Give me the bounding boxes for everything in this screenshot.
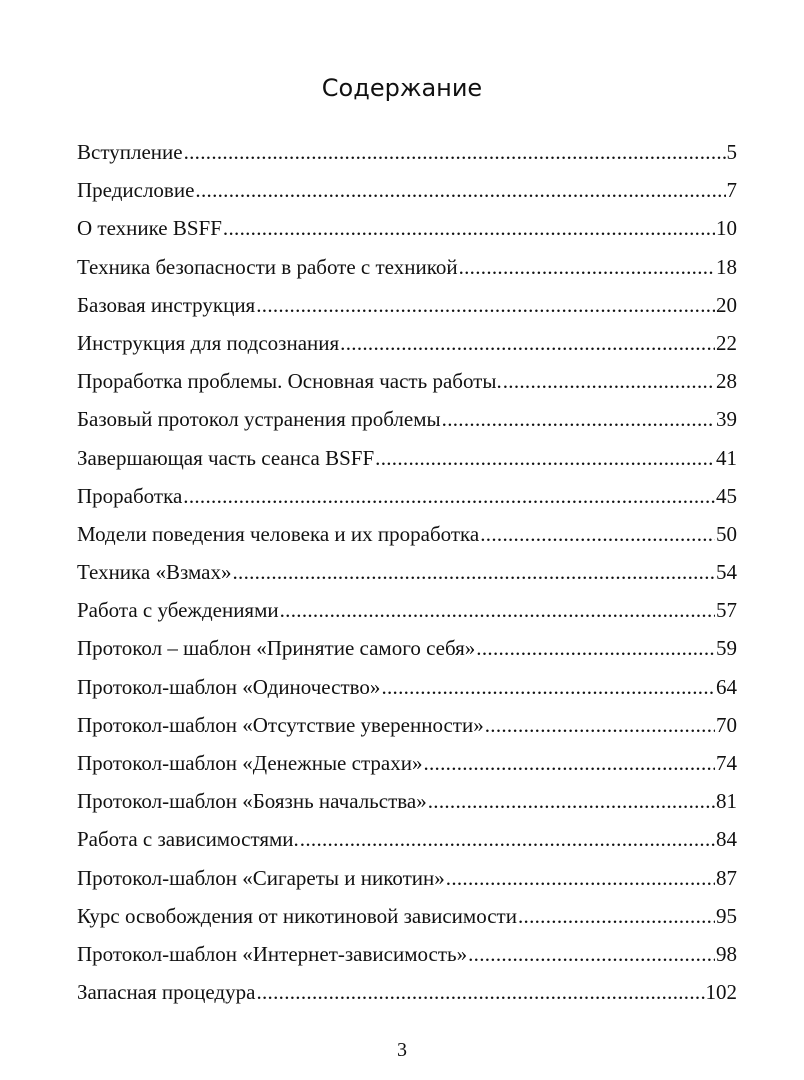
toc-entry-page: 64: [716, 674, 737, 699]
toc-entry-title: Предисловие: [77, 178, 195, 203]
toc-entry-title: Протокол – шаблон «Принятие самого себя»: [77, 636, 476, 661]
toc-entry-title: Курс освобождения от никотиновой зависимости: [77, 903, 517, 928]
toc-entry[interactable]: [77, 171, 737, 209]
toc-entry-page: 50: [716, 521, 737, 546]
toc-entry[interactable]: [77, 400, 737, 438]
dot-leader: [485, 706, 715, 744]
dot-leader: [503, 362, 715, 400]
toc-entry-page: 54: [716, 560, 737, 585]
toc-entry-title: Протокол-шаблон «Интернет-зависимость»: [77, 941, 468, 966]
dot-leader: [256, 286, 715, 324]
toc-entry-title: Модели поведения человека и их проработка: [77, 521, 480, 546]
dot-leader: [476, 629, 715, 667]
toc-entry-title: Техника безопасности в работе с техникой: [77, 254, 458, 279]
toc-entry[interactable]: [77, 515, 737, 553]
toc-entry-page: 70: [716, 712, 737, 737]
toc-entry-title: Протокол-шаблон «Отсутствие уверенности»: [77, 712, 484, 737]
toc-entry[interactable]: [77, 668, 737, 706]
dot-leader: [428, 782, 715, 820]
dot-leader: [340, 324, 715, 362]
toc-entry-title: Проработка проблемы. Основная часть работы.: [77, 369, 502, 394]
toc-entry-page: 74: [716, 751, 737, 775]
toc-entry-page: 41: [716, 445, 737, 470]
dot-leader: [468, 935, 715, 973]
toc-entry-page: 39: [716, 407, 737, 432]
toc-entry[interactable]: [77, 248, 737, 286]
toc-entry-page: 28: [716, 369, 737, 394]
dot-leader: [195, 171, 725, 209]
toc-entry-title: Завершающая часть сеанса BSFF: [77, 445, 375, 470]
toc-entry[interactable]: [77, 820, 737, 858]
toc-entry[interactable]: [77, 706, 737, 744]
table-of-contents: [77, 133, 737, 1011]
dot-leader: [446, 859, 715, 897]
dot-leader: [423, 744, 715, 782]
dot-leader: [459, 248, 715, 286]
toc-entry-page: 22: [716, 330, 737, 355]
toc-entry-page: 7: [726, 178, 737, 203]
dot-leader: [223, 209, 715, 247]
dot-leader: [184, 133, 726, 171]
toc-entry[interactable]: [77, 553, 737, 591]
dot-leader: [232, 553, 715, 591]
toc-entry[interactable]: [77, 286, 737, 324]
toc-entry-page: 95: [716, 903, 737, 928]
toc-entry[interactable]: [77, 859, 737, 897]
toc-entry-page: 84: [716, 827, 737, 852]
toc-entry[interactable]: [77, 209, 737, 247]
toc-entry-page: 20: [716, 292, 737, 317]
toc-entry-title: Базовый протокол устранения проблемы: [77, 407, 441, 432]
toc-entry-page: 18: [716, 254, 737, 279]
dot-leader: [280, 591, 715, 629]
page-title: Содержание: [321, 74, 483, 102]
toc-entry-page: 81: [716, 789, 737, 814]
toc-entry-title: Инструкция для подсознания: [77, 330, 340, 355]
toc-entry-page: 59: [716, 636, 737, 661]
toc-entry-title: Протокол-шаблон «Боязнь начальства»: [77, 789, 427, 814]
dot-leader: [183, 477, 715, 515]
toc-entry[interactable]: [77, 935, 737, 973]
page-number: 3: [397, 1039, 407, 1061]
toc-entry-title: Протокол-шаблон «Одиночество»: [77, 674, 381, 699]
dot-leader: [442, 400, 715, 438]
toc-entry-title: Базовая инструкция: [77, 292, 256, 317]
dot-leader: [518, 897, 715, 935]
dot-leader: [300, 820, 715, 858]
dot-leader: [375, 439, 715, 477]
toc-entry-page: 87: [716, 865, 737, 890]
toc-entry-page: 102: [705, 980, 737, 1005]
toc-entry[interactable]: [77, 439, 737, 477]
toc-entry[interactable]: [77, 973, 737, 1011]
toc-entry[interactable]: [77, 782, 737, 820]
toc-entry-title: Запасная процедура: [77, 980, 256, 1005]
toc-entry-title: Техника «Взмах»: [77, 560, 232, 585]
toc-entry-page: 57: [716, 598, 737, 623]
toc-entry-page: 5: [726, 140, 737, 164]
toc-entry[interactable]: [77, 133, 737, 171]
toc-entry[interactable]: [77, 897, 737, 935]
toc-entry-title: Проработка: [77, 483, 183, 508]
toc-entry[interactable]: [77, 629, 737, 667]
toc-entry[interactable]: [77, 591, 737, 629]
toc-entry-title: Протокол-шаблон «Денежные страхи»: [77, 751, 423, 775]
dot-leader: [480, 515, 715, 553]
toc-entry-page: 98: [716, 941, 737, 966]
toc-entry[interactable]: [77, 477, 737, 515]
toc-entry-title: Работа с зависимостями.: [77, 827, 299, 852]
toc-entry[interactable]: [77, 324, 737, 362]
toc-entry-page: 10: [716, 216, 737, 241]
dot-leader: [381, 668, 715, 706]
dot-leader: [256, 973, 704, 1011]
toc-entry[interactable]: [77, 744, 737, 782]
toc-entry-title: Вступление: [77, 140, 183, 164]
toc-entry-title: Протокол-шаблон «Сигареты и никотин»: [77, 865, 445, 890]
toc-entry-title: О технике BSFF: [77, 216, 222, 241]
toc-entry[interactable]: [77, 362, 737, 400]
toc-entry-title: Работа с убеждениями: [77, 598, 279, 623]
toc-entry-page: 45: [716, 483, 737, 508]
